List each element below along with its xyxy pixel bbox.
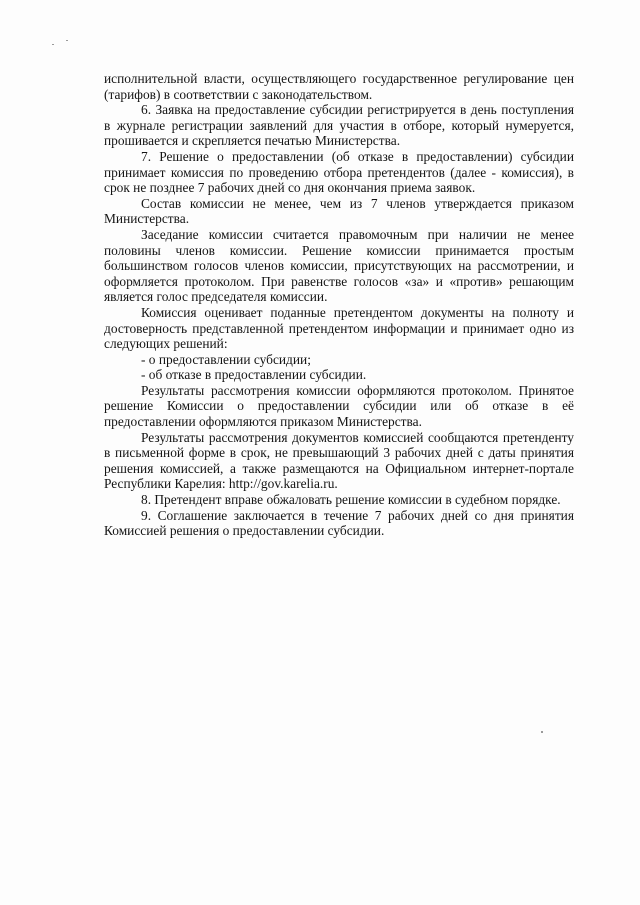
paragraph: Результаты рассмотрения документов комиссией сообщаются претенденту в письменной форме в срок, не превышающий 3 рабочих дней с даты принятия решения комиссией, а также размещаются на Официальном интернет-портале Республики Карелия: http://gov.karelia.ru.	[104, 429, 574, 492]
paragraph: Состав комиссии не менее, чем из 7 членов утверждается приказом Министерства.	[104, 195, 574, 227]
paragraph-9: 9. Соглашение заключается в течение 7 рабочих дней со дня принятия Комиссией решения о предоставлении субсидии.	[104, 507, 574, 539]
list-item: - об отказе в предоставлении субсидии.	[141, 367, 367, 383]
paragraph: Результаты рассмотрения комиссии оформляются протоколом. Принятое решение Комиссии о предоставлении субсидии или об отказе в её предоставлении оформляются приказом Министерства.	[104, 382, 574, 430]
scan-speck	[541, 731, 543, 733]
scan-speck	[52, 44, 54, 45]
paragraph: Комиссия оценивает поданные претендентом документы на полноту и достоверность представленной претендентом информации и принимает одно из следующих решений:	[104, 304, 574, 352]
list-item: - о предоставлении субсидии;	[141, 351, 311, 367]
document-body	[104, 71, 574, 539]
scan-speck	[66, 40, 68, 41]
paragraph: Заседание комиссии считается правомочным при наличии не менее половины членов комиссии. Решение комиссии принимается простым большинством голосов членов комиссии, присутствующих на рассмотрении, и оформляется протоколом. При равенстве голосов «за» и «против» решающим является голос председателя комиссии.	[104, 226, 574, 305]
paragraph: исполнительной власти, осуществляющего государственное регулирование цен (тарифов) в соответствии с законодательством.	[104, 71, 574, 102]
paragraph-8: 8. Претендент вправе обжаловать решение комиссии в судебном порядке.	[141, 492, 561, 508]
paragraph-7: 7. Решение о предоставлении (об отказе в предоставлении) субсидии принимает комиссия по проведению отбора претендентов (далее - комиссия), в срок не позднее 7 рабочих дней со дня окончания приема заявок.	[104, 148, 574, 196]
paragraph-6: 6. Заявка на предоставление субсидии регистрируется в день поступления в журнале регистрации заявлений для участия в отборе, который нумеруется, прошивается и скрепляется печатью Министерства.	[104, 102, 574, 149]
